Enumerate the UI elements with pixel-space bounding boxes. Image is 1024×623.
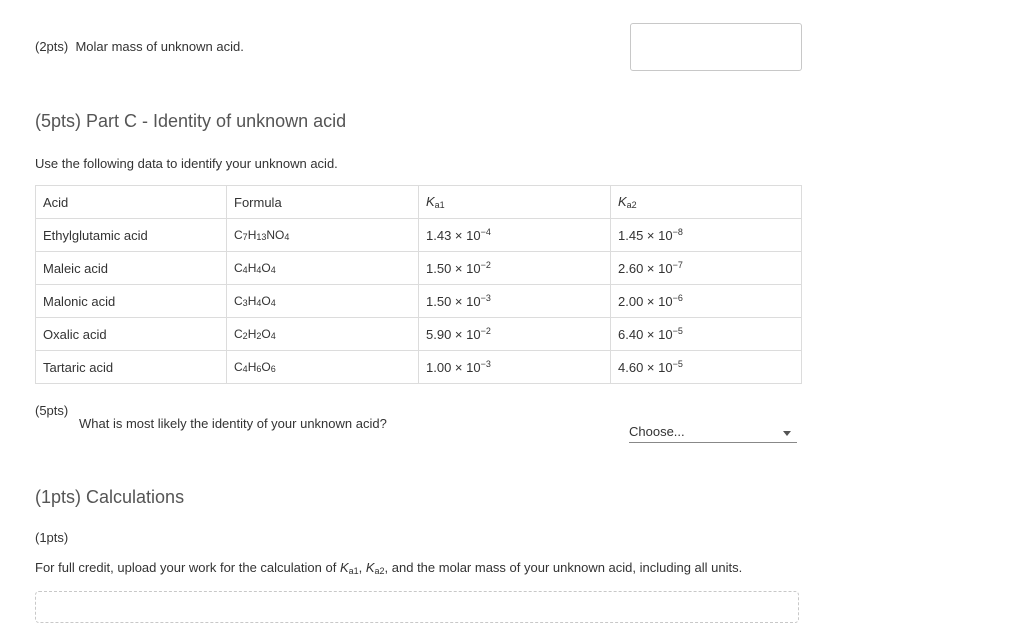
acid-rows	[36, 219, 802, 384]
ka2-value	[611, 252, 802, 285]
table-header-row	[36, 186, 802, 219]
acid-name: Maleic acid	[36, 252, 227, 285]
formula-subscript: 3	[242, 298, 248, 308]
header-acid: Acid	[36, 186, 227, 219]
acid-name: Tartaric acid	[36, 351, 227, 384]
formula-element: C	[234, 261, 243, 275]
ka2-value-mantissa: 2.60 × 10	[618, 261, 673, 276]
ka1-value-exponent: −3	[480, 359, 491, 369]
ka1-symbol: K	[339, 560, 349, 575]
ka2-subscript: a2	[626, 200, 637, 210]
question-points: (2pts)	[35, 39, 69, 54]
acid-name: Oxalic acid	[36, 318, 227, 351]
formula-element: C	[234, 360, 243, 374]
ka2-symbol: K	[365, 560, 375, 575]
formula-element: NO	[266, 228, 285, 242]
calculations-instructions	[35, 560, 742, 576]
ka2-value	[611, 219, 802, 252]
ka2-subscript: a2	[374, 566, 385, 576]
ka2-value	[611, 285, 802, 318]
formula-element: O	[261, 360, 271, 374]
formula-subscript: 4	[284, 232, 290, 242]
formula-subscript: 2	[256, 331, 262, 341]
instructions-end: , and the molar mass of your unknown acid, including all units.	[384, 560, 743, 575]
header-ka1	[419, 186, 611, 219]
select-value: Choose...	[629, 424, 685, 439]
formula-element: H	[247, 294, 257, 308]
question-molar-mass	[35, 39, 244, 54]
formula-subscript: 6	[270, 364, 276, 374]
ka2-value-exponent: −5	[672, 326, 683, 336]
ka1-value	[419, 285, 611, 318]
table-row	[36, 219, 802, 252]
acid-formula	[227, 285, 419, 318]
ka2-value-mantissa: 2.00 × 10	[618, 294, 673, 309]
ka1-value-mantissa: 5.90 × 10	[426, 327, 481, 342]
ka2-value-exponent: −5	[672, 359, 683, 369]
header-ka2	[611, 186, 802, 219]
table-row	[36, 285, 802, 318]
formula-element: C	[234, 228, 243, 242]
instructions-separator: ,	[358, 560, 366, 575]
calculations-points: (1pts)	[35, 530, 69, 545]
ka2-value-mantissa: 1.45 × 10	[618, 228, 673, 243]
table-row	[36, 351, 802, 384]
acid-identity-select[interactable]	[629, 424, 797, 443]
ka2-symbol: K	[618, 194, 627, 209]
ka2-value	[611, 351, 802, 384]
formula-subscript: 4	[242, 265, 248, 275]
ka1-value-mantissa: 1.00 × 10	[426, 360, 481, 375]
chevron-down-icon	[783, 431, 791, 436]
formula-subscript: 13	[256, 232, 267, 242]
identity-question-points: (5pts)	[35, 403, 69, 418]
molar-mass-input[interactable]	[630, 23, 802, 71]
ka1-symbol: K	[426, 194, 435, 209]
formula-subscript: 4	[256, 265, 262, 275]
formula-subscript: 2	[242, 331, 248, 341]
formula-subscript: 4	[270, 331, 276, 341]
acid-formula	[227, 252, 419, 285]
calculations-title: (1pts) Calculations	[35, 487, 185, 507]
ka2-value-mantissa: 6.40 × 10	[618, 327, 673, 342]
table-row	[36, 252, 802, 285]
ka1-value	[419, 219, 611, 252]
ka1-value-mantissa: 1.43 × 10	[426, 228, 481, 243]
acid-formula	[227, 219, 419, 252]
formula-element: C	[234, 327, 243, 341]
formula-subscript: 4	[256, 298, 262, 308]
ka2-value-mantissa: 4.60 × 10	[618, 360, 673, 375]
part-c-title: (5pts) Part C - Identity of unknown acid	[35, 111, 347, 131]
formula-element: H	[247, 261, 257, 275]
ka1-value	[419, 351, 611, 384]
ka1-value-mantissa: 1.50 × 10	[426, 261, 481, 276]
ka1-subscript: a1	[348, 566, 359, 576]
ka2-value	[611, 318, 802, 351]
acid-formula	[227, 351, 419, 384]
formula-subscript: 4	[270, 298, 276, 308]
file-upload-dropzone[interactable]	[35, 591, 799, 623]
formula-element: O	[261, 327, 271, 341]
ka1-value-exponent: −3	[480, 293, 491, 303]
part-c-instructions: Use the following data to identify your unknown acid.	[35, 156, 338, 171]
header-formula: Formula	[227, 186, 419, 219]
identity-question-text: What is most likely the identity of your unknown acid?	[79, 416, 387, 431]
acid-data-table	[35, 185, 802, 384]
acid-name: Ethylglutamic acid	[36, 219, 227, 252]
formula-subscript: 4	[242, 364, 248, 374]
formula-element: O	[261, 261, 271, 275]
ka2-value-exponent: −8	[672, 227, 683, 237]
formula-element: C	[234, 294, 243, 308]
ka2-value-exponent: −6	[672, 293, 683, 303]
ka1-subscript: a1	[434, 200, 445, 210]
ka1-value-exponent: −4	[480, 227, 491, 237]
formula-element: H	[247, 228, 257, 242]
formula-subscript: 6	[256, 364, 262, 374]
formula-subscript: 4	[270, 265, 276, 275]
acid-formula	[227, 318, 419, 351]
formula-element: O	[261, 294, 271, 308]
formula-subscript: 7	[242, 232, 248, 242]
instructions-start: For full credit, upload your work for the calculation of	[35, 560, 340, 575]
question-text: Molar mass of unknown acid.	[75, 39, 244, 54]
ka2-value-exponent: −7	[672, 260, 683, 270]
acid-name: Malonic acid	[36, 285, 227, 318]
ka1-value	[419, 318, 611, 351]
formula-element: H	[247, 327, 257, 341]
ka1-value-exponent: −2	[480, 326, 491, 336]
ka1-value-mantissa: 1.50 × 10	[426, 294, 481, 309]
ka1-value-exponent: −2	[480, 260, 491, 270]
ka1-value	[419, 252, 611, 285]
table-row	[36, 318, 802, 351]
formula-element: H	[247, 360, 257, 374]
